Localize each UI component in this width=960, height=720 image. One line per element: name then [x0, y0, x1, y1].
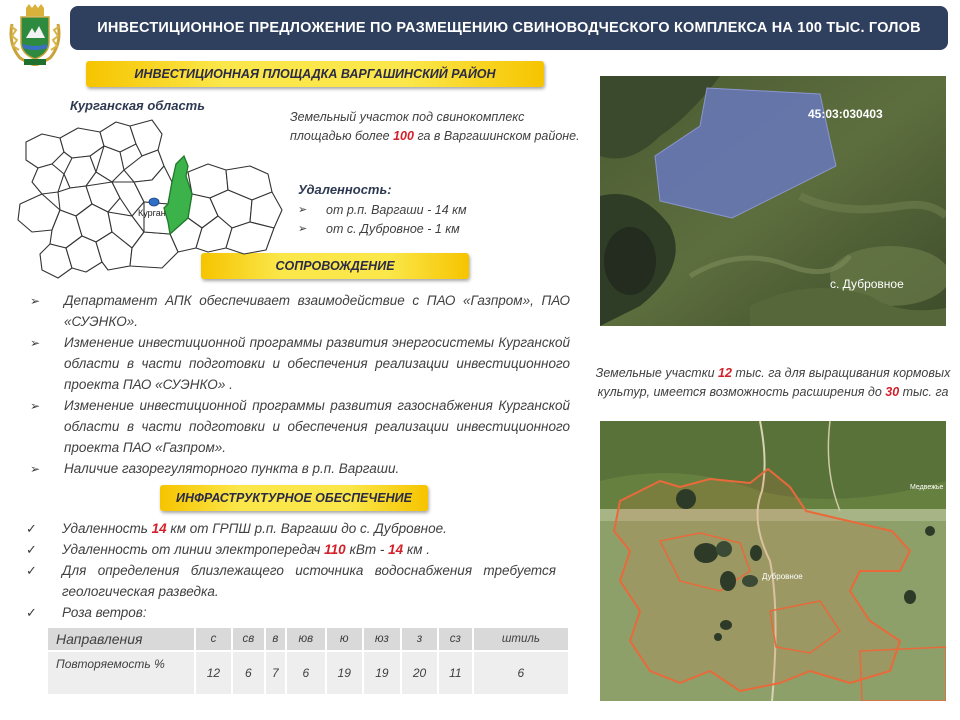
support-item: Департамент АПК обеспечивает взаимодействие с ПАО «Газпром», ПАО «СУЭНКО».: [64, 293, 570, 329]
satellite-image-plot: [600, 76, 946, 326]
table-cell: 11: [438, 651, 473, 695]
table-row: [47, 627, 569, 651]
region-label: Курганская область: [70, 98, 205, 113]
section-support-heading: СОПРОВОЖДЕНИЕ: [201, 253, 469, 279]
satellite-image-fields: [600, 421, 946, 701]
infra-text: км .: [403, 542, 430, 557]
list-item: [30, 458, 570, 480]
infra-text: Удаленность: [62, 521, 152, 536]
infra-item-2: [62, 539, 556, 560]
district-outline: [26, 134, 64, 168]
corner-label: Медвежье: [910, 484, 944, 491]
caption-number: 12: [718, 366, 732, 380]
list-item: [30, 332, 570, 395]
table-row-header: Направления: [47, 627, 195, 651]
check-bullet-icon: ✓: [26, 605, 37, 620]
village-label: Дубровное: [762, 572, 803, 581]
table-cell: юв: [286, 627, 326, 651]
list-item: [30, 395, 570, 458]
plot-desc-part2: га в Варгашинском районе.: [413, 129, 580, 143]
table-row: [47, 651, 569, 695]
check-bullet-icon: ✓: [26, 521, 37, 536]
section-infra-heading: ИНФРАСТРУКТУРНОЕ ОБЕСПЕЧЕНИЕ: [160, 485, 428, 511]
city-label: Курган: [138, 208, 166, 218]
table-cell: в: [265, 627, 286, 651]
kurgan-emblem-icon: [6, 4, 64, 66]
cadastral-number: 45:03:030403: [808, 107, 883, 121]
plot-desc-part1: Земельный участок под свинокомплекс площадью более: [290, 110, 525, 143]
infra-item-3: Для определения близлежащего источника водоснабжения требуется геологическая разведка.: [62, 563, 556, 599]
infra-list: [26, 518, 556, 623]
plot-description: [290, 108, 580, 146]
support-list: [30, 290, 570, 480]
infra-text: км от ГРПШ р.п. Варгаши до с. Дубровное.: [166, 521, 447, 536]
table-cell: з: [401, 627, 438, 651]
table-cell: 19: [326, 651, 363, 695]
table-cell: 12: [195, 651, 232, 695]
infra-number: 110: [324, 542, 346, 557]
village-label: с. Дубровное: [830, 277, 904, 291]
district-outline: [32, 164, 64, 194]
distance-list: [298, 200, 467, 238]
arrow-bullet-icon: ➢: [298, 223, 308, 235]
table-cell: штиль: [473, 627, 569, 651]
table-cell: 6: [232, 651, 265, 695]
list-item: [298, 200, 467, 219]
arrow-bullet-icon: ➢: [30, 399, 41, 413]
table-cell: 7: [265, 651, 286, 695]
check-bullet-icon: ✓: [26, 563, 37, 578]
table-cell: 19: [363, 651, 401, 695]
satellite-caption: [586, 364, 960, 402]
support-item: Изменение инвестиционной программы развития газоснабжения Курганской области в части подготовки и обеспечения реализации инвестиционного проекта ПАО «Газпром».: [64, 398, 570, 455]
caption-text: Земельные участки: [595, 366, 719, 380]
plot-area-value: 100: [393, 129, 414, 143]
list-item: [26, 518, 556, 539]
arrow-bullet-icon: ➢: [30, 462, 41, 476]
table-cell: 6: [473, 651, 569, 695]
arrow-bullet-icon: ➢: [298, 204, 308, 216]
distance-item: от р.п. Варгаши - 14 км: [326, 202, 467, 217]
section-site-heading: ИНВЕСТИЦИОННАЯ ПЛОЩАДКА ВАРГАШИНСКИЙ РАЙОН: [86, 61, 544, 87]
district-outline: [60, 128, 104, 158]
table-cell: с: [195, 627, 232, 651]
list-item: [26, 539, 556, 560]
wind-rose-table: [46, 626, 570, 696]
list-item: [30, 290, 570, 332]
list-item: [26, 602, 556, 623]
arrow-bullet-icon: ➢: [30, 336, 41, 350]
district-outline: [96, 146, 124, 182]
table-cell: 6: [286, 651, 326, 695]
infra-number: 14: [151, 521, 167, 536]
caption-text: тыс. га для выращивания кормовых культур, имеется возможность расширения до: [597, 366, 951, 399]
arrow-bullet-icon: ➢: [30, 294, 41, 308]
district-outline: [64, 156, 96, 188]
table-cell: 20: [401, 651, 438, 695]
table-cell: сз: [438, 627, 473, 651]
kurgan-city-marker: [149, 198, 159, 206]
distance-heading: Удаленность:: [298, 182, 392, 197]
check-bullet-icon: ✓: [26, 542, 37, 557]
infra-text: Удаленность от линии электропередач: [62, 542, 325, 557]
table-cell: ю: [326, 627, 363, 651]
infra-item-1: [62, 518, 556, 539]
region-map: [12, 112, 284, 282]
infra-number: 14: [388, 542, 404, 557]
caption-number: 30: [885, 385, 900, 399]
list-item: [26, 560, 556, 602]
page-title: ИНВЕСТИЦИОННОЕ ПРЕДЛОЖЕНИЕ ПО РАЗМЕЩЕНИЮ СВИНОВОДЧЕСКОГО КОМПЛЕКСА НА 100 ТЫС. ГОЛОВ: [70, 6, 948, 50]
caption-text: тыс. га: [899, 385, 949, 399]
list-item: [298, 219, 467, 238]
infra-item-4: Роза ветров:: [62, 605, 147, 620]
table-cell: св: [232, 627, 265, 651]
table-row-header: Повторяемость %: [47, 651, 195, 695]
table-cell: юз: [363, 627, 401, 651]
support-item: Наличие газорегуляторного пункта в р.п. Варгаши.: [64, 461, 400, 476]
support-item: Изменение инвестиционной программы развития энергосистемы Курганской области в части подготовки и обеспечения реализации инвестиционного проекта ПАО «СУЭНКО» .: [64, 335, 570, 392]
distance-item: от с. Дубровное - 1 км: [326, 221, 460, 236]
infra-text: кВт -: [345, 542, 389, 557]
